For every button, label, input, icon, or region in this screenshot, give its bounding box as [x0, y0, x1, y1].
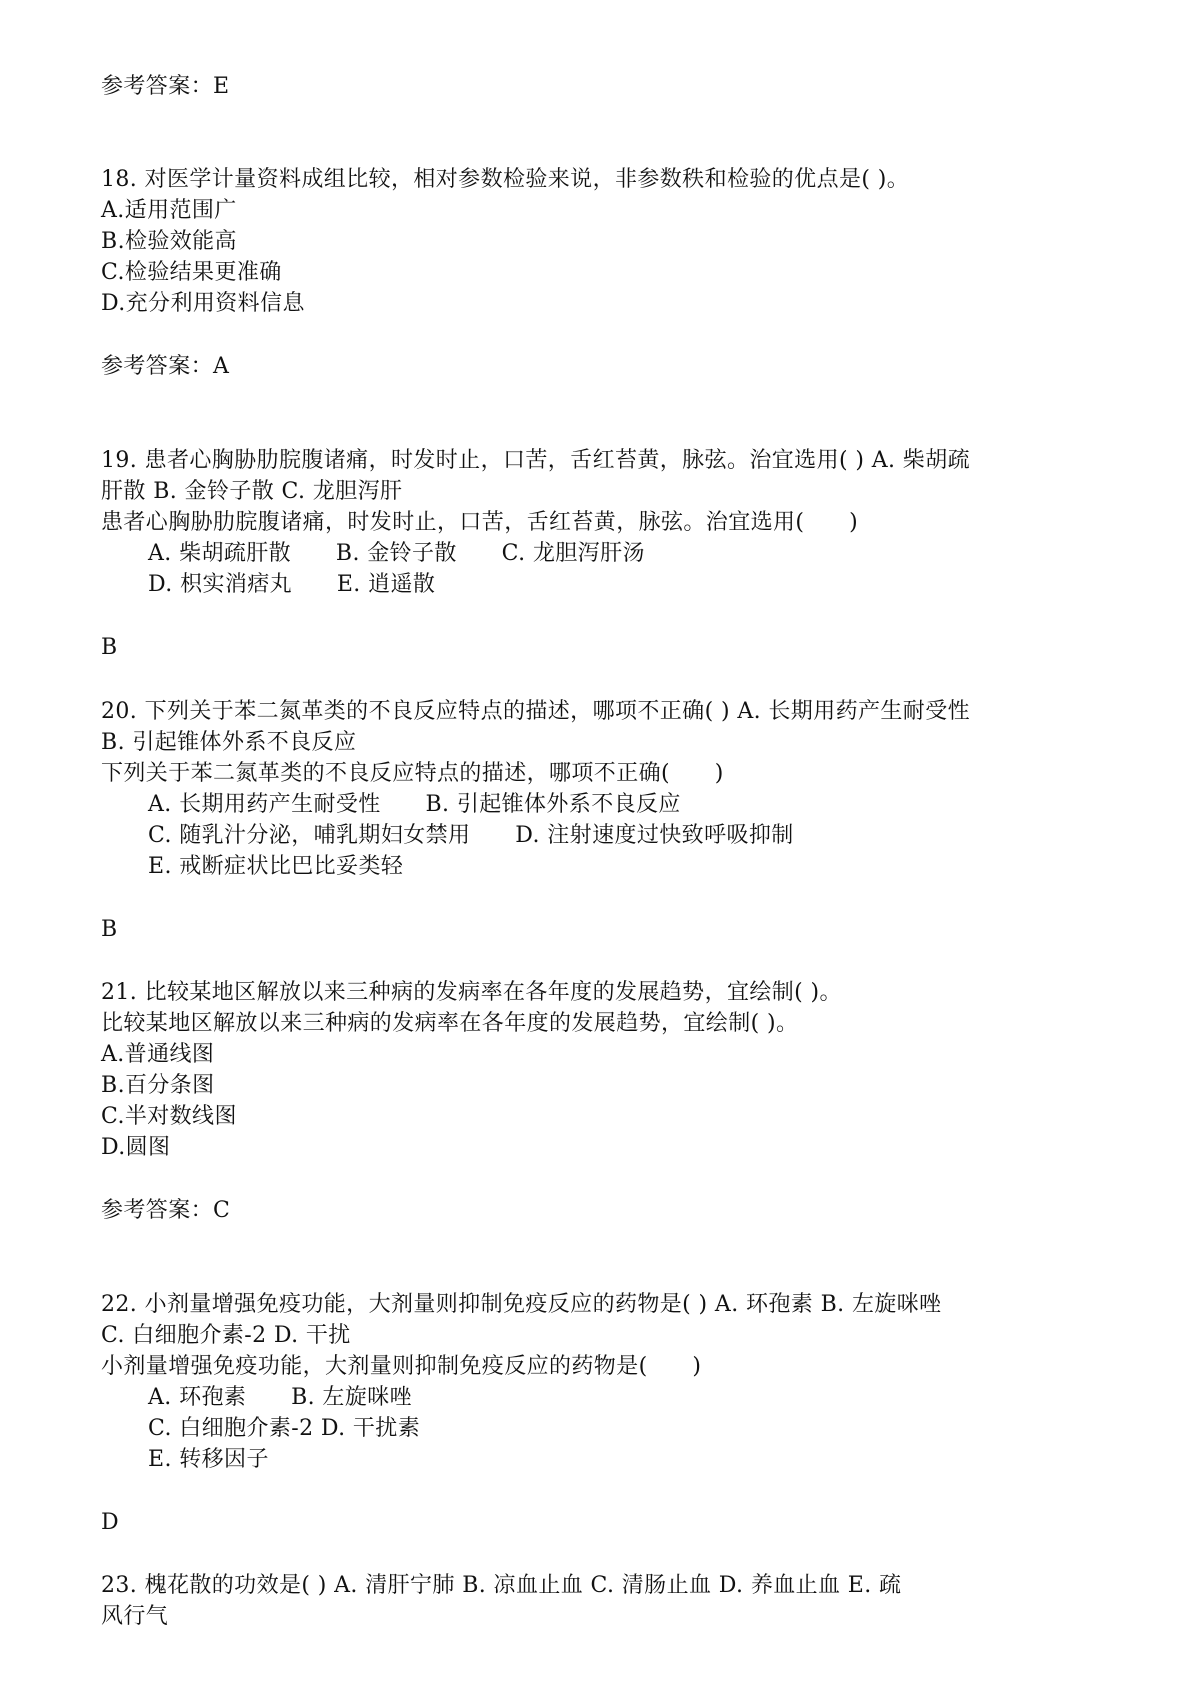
q23-stem-line2: 风行气: [101, 1604, 169, 1629]
q19-answer: B: [101, 635, 118, 660]
q21-option-d: D.圆图: [101, 1135, 171, 1160]
q20-options-row2: C. 随乳汁分泌，哺乳期妇女禁用 D. 注射速度过快致呼吸抑制: [148, 823, 794, 848]
q19-stem-line1: 19. 患者心胸胁肋脘腹诸痛，时发时止，口苦，舌红苔黄，脉弦。治宜选用( ) A. 柴胡疏: [101, 448, 971, 473]
q21-stem-repeat: 比较某地区解放以来三种病的发病率在各年度的发展趋势，宜绘制( )。: [101, 1011, 799, 1036]
q20-stem-line2: B. 引起锥体外系不良反应: [101, 730, 357, 755]
q19-stem-line2: 肝散 B. 金铃子散 C. 龙胆泻肝: [101, 479, 403, 504]
q18-option-d: D.充分利用资料信息: [101, 291, 305, 316]
q19-full-stem: 患者心胸胁肋脘腹诸痛，时发时止，口苦，舌红苔黄，脉弦。治宜选用( ): [101, 510, 859, 535]
q21-option-c: C.半对数线图: [101, 1104, 237, 1129]
q22-stem-line1: 22. 小剂量增强免疫功能，大剂量则抑制免疫反应的药物是( ) A. 环孢素 B. 左旋咪唑: [101, 1292, 942, 1317]
q19-options-row1: A. 柴胡疏肝散 B. 金铃子散 C. 龙胆泻肝汤: [148, 541, 645, 566]
q17-answer: 参考答案：E: [101, 74, 230, 99]
q21-stem: 21. 比较某地区解放以来三种病的发病率在各年度的发展趋势，宜绘制( )。: [101, 980, 842, 1005]
q22-answer: D: [101, 1510, 120, 1535]
q22-options-row2: C. 白细胞介素-2 D. 干扰素: [148, 1416, 421, 1441]
q18-option-c: C.检验结果更准确: [101, 260, 282, 285]
q23-stem-line1: 23. 槐花散的功效是( ) A. 清肝宁肺 B. 凉血止血 C. 清肠止血 D. 养血止血 E. 疏: [101, 1573, 902, 1598]
q20-full-stem: 下列关于苯二氮革类的不良反应特点的描述，哪项不正确( ): [101, 761, 724, 786]
q18-option-b: B.检验效能高: [101, 229, 237, 254]
q18-answer: 参考答案：A: [101, 354, 230, 379]
q22-full-stem: 小剂量增强免疫功能，大剂量则抑制免疫反应的药物是( ): [101, 1354, 702, 1379]
q21-option-b: B.百分条图: [101, 1073, 215, 1098]
q20-options-row3: E. 戒断症状比巴比妥类轻: [148, 854, 404, 879]
q22-options-row1: A. 环孢素 B. 左旋咪唑: [148, 1385, 413, 1410]
q21-option-a: A.普通线图: [101, 1042, 215, 1067]
q22-options-row3: E. 转移因子: [148, 1447, 269, 1472]
q20-stem-line1: 20. 下列关于苯二氮革类的不良反应特点的描述，哪项不正确( ) A. 长期用药产生耐受性: [101, 699, 971, 724]
q18-option-a: A.适用范围广: [101, 198, 237, 223]
q21-answer: 参考答案：C: [101, 1198, 231, 1223]
q18-stem: 18. 对医学计量资料成组比较，相对参数检验来说，非参数秩和检验的优点是( )。: [101, 167, 910, 192]
q19-options-row2: D. 枳实消痞丸 E. 逍遥散: [148, 572, 436, 597]
q22-stem-line2: C. 白细胞介素-2 D. 干扰: [101, 1323, 351, 1348]
q20-options-row1: A. 长期用药产生耐受性 B. 引起锥体外系不良反应: [148, 792, 681, 817]
q20-answer: B: [101, 917, 118, 942]
